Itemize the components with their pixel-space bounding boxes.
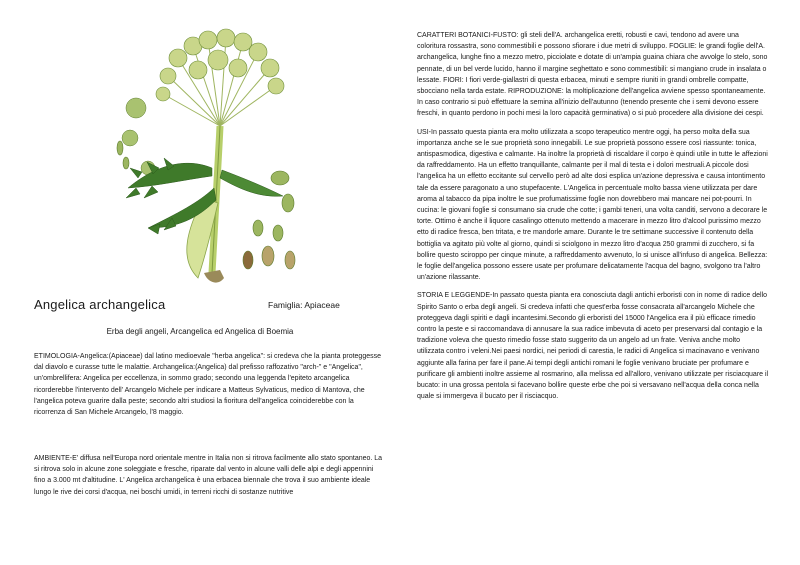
right-column bbox=[417, 30, 769, 410]
flower-clusters bbox=[156, 29, 284, 101]
page-title: Angelica archangelica bbox=[34, 297, 166, 312]
family-label: Famiglia: Apiaceae bbox=[268, 300, 340, 310]
root bbox=[204, 270, 224, 283]
angelica-plant-illustration bbox=[108, 28, 308, 290]
caratteri-botanici-paragraph: CARATTERI BOTANICI-FUSTO: gli steli dell'A. archangelica eretti, robusti e cavi, tendono ad avere una coloritura rossastra, sono commestibili e possono sfiorare i due metri di sviluppo. FOGLIE: le grandi foglie dell'A. archangelica, lunghe fino a mezzo metro, picciolate e dotate di un'ampia guaina chiara che avvolge lo stelo, sono pennate, di un bel verde lucido, hanno il margine seghettato e sono commestibili: si mangiano crude in insalata o lessate. FIORI: I fiori verde-giallastri di questa erbacea, minuti e sempre riuniti in grandi ombrelle compatte, sbocciano nella tarda estate. RIPRODUZIONE: la moltiplicazione dell'angelica avviene spesso spontaneamente. In caso contrario si può effettuare la semina all'inizio dell'autunno (tenendo presente che i semi devono essere freschi, in quanto perdono in pochi mesi la loro capacità germinativa) o si può procedere alla divisione dei cespi. bbox=[417, 32, 768, 118]
etimologia-paragraph: ETIMOLOGIA-Angelica:(Apiaceae) dal latino medioevale "herba angelica": si credeva che la pianta proteggesse dal diavolo e curasse tutte le malattie. Archangelica:(Angelica) dal prefisso raffozativo "arch-" e "Angelica", un'ombrellifera: Angelica per eccellenza, in sommo grado; secondo una leggenda l'epiteto arcangelica ricorderebbe l'intervento dell' Arcangelo Michele per indicare a Matteus Sylvaticus, medico di Mantova, che l'angelica poteva guarire dalla peste; secondo altri studiosi la fioritura dell'angelica coinciderebbe con la ricorrenza di San Michele Arcangelo, l'8 maggio. bbox=[34, 353, 381, 417]
storia-leggende-paragraph: STORIA E LEGGENDE-In passato questa pianta era conosciuta dagli antichi erboristi con in nome di radice dello Spirito Santo o erba degli angeli. Si credeva infatti che quest'erba fosse consacrata all'arcangelo Michele che proteggeva dagli spiriti e dagli incantesimi.Secondo gli erboristi del 15000 l'Angelica era il più efficace rimedio contro la peste e si raccomandava di annusare la sua radice imbevuta di aceto per preservarsi dal contagio e la tradizione voleva che questo rimedio fosse stato suggerito da un angelo ad un frate. Veniva anche molto utilizzata contro i veleni.Nei paesi nordici, nei periodi di carestia, le radici di Angelica si macinavano e venivano aggiunte alla farina per fare il pane.Ai tempi degli antichi romani le foglie venivano bruciate per profumare e purificare gli ambienti inoltre assieme al rosmarino, alla melissa ed all'alloro, venivano utilizzate per risciacquare il bucato: in una grossa pentola si facevano bollire queste erbe che poi si versavano nell'acqua della conca nella quale si immergeva il bucato per il risciacquo. bbox=[417, 292, 769, 401]
usi-paragraph: USI-In passato questa pianta era molto utilizzata a scopo terapeutico mentre oggi, ha perso molta della sua importanza anche se le sue proprietà sono innegabili. Le sue proprietà possono essere così riassunte: tonica, antispasmodica, digestiva e calmante. Ha inoltre la proprietà di riscaldare il corpo è quindi utile in tutte le affezioni da raffreddamento. Ha un effetto tranquillante, calmante per il mal di testa e i dolori mestruali.A piccole dosi l'angelica ha un effetto eccitante sul cervello però ad alte dosi esplica un'azione depressiva e causa intontimento tale da essere paragonato a uno stupefacente. L'Angelica in percentuale molto bassa viene utilizzata per dare aroma al tabacco da pipa inoltre le sue profumatissime foglie non dovrebbero mai mancare nei pot-pourri. In cucina: le giovani foglie si consumano sia crude che cotte; i gambi teneri, una volta canditi, servono a decorare le torte. Ottimo è anche il liquore casalingo ottenuto mettendo a macerare in mezzo litro d'alcool purissimo mezzo etto di radice fresca, ben tritata, e tre mandorle amare. Durante le tre settimane successive il contenuto della bottiglia va agitato più volte al giorno, quindi si sciolgono in mezzo litro d'acqua 250 grammi di zucchero, si fa bollire questo sciroppo per cinque minute, a raffreddamento avvenuto, lo si unisce all'infuso di angelica. Bellezza: le foglie dell'angelica possono essere usate per profumare delicatamente l'acqua del bagno, svolgono tra l'altro un'azione rilassante. bbox=[417, 128, 768, 282]
ambiente-paragraph: AMBIENTE-E' diffusa nell'Europa nord orientale mentre in Italia non si ritrova facilmente allo stato spontaneo. La si ritrova solo in alcune zone soleggiate e fresche, riparate dal vento in alcune valli delle alpi e degli appennini fino a 3.000 mt d'altitudine. L' Angelica archangelica è una erbacea biennale che trova il suo ambiente ideale lungo le rive dei corsi d'acqua, nei boschi umidi, in terreni ricchi di sostanze nutritive bbox=[34, 455, 383, 496]
common-names-subtitle: Erba degli angeli, Arcangelica ed Angelica di Boemia bbox=[106, 327, 294, 336]
